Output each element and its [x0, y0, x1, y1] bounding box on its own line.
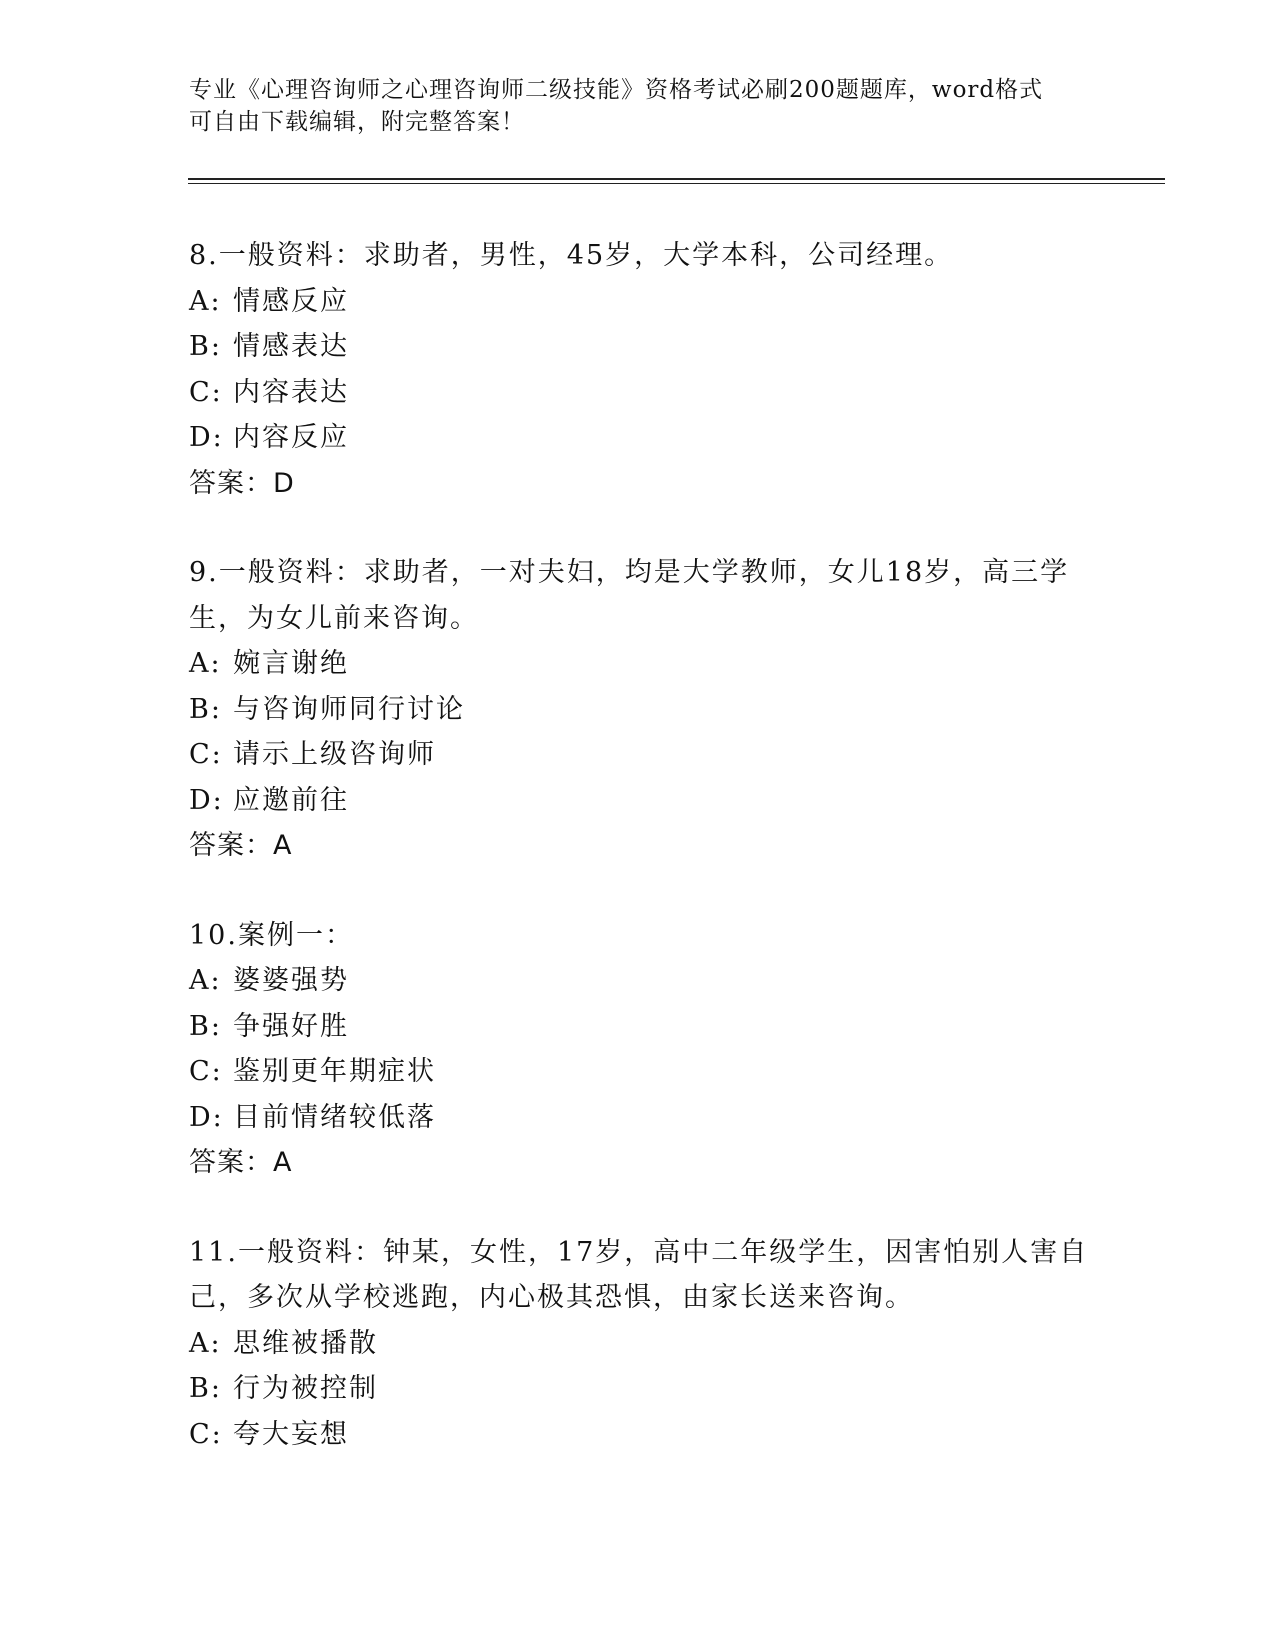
option-c [189, 1412, 1089, 1458]
option-text: 情感反应 [233, 285, 349, 317]
answer-line: 答案：A [189, 830, 293, 861]
option-text: 争强好胜 [233, 1010, 349, 1042]
option-b [189, 1366, 1089, 1412]
option-a [189, 279, 1089, 325]
option-letter: C: [189, 1418, 223, 1450]
header-divider-thick [188, 178, 1165, 180]
option-letter: A: [189, 965, 222, 996]
option-c [189, 1049, 1089, 1095]
question-11 [189, 1230, 1089, 1458]
option-letter: D: [189, 784, 224, 816]
option-b [189, 687, 1089, 733]
option-b [189, 324, 1089, 370]
option-letter: B: [189, 331, 222, 362]
header-divider-thin [188, 183, 1165, 184]
option-letter: C: [189, 739, 223, 770]
header-title-line-1: 专业《心理咨询师之心理咨询师二级技能》资格考试必刷200题题库，word格式 [189, 77, 1044, 103]
option-a [189, 958, 1089, 1004]
option-c [189, 370, 1089, 416]
option-text: 婆婆强势 [233, 965, 349, 996]
question-list [189, 233, 1089, 1501]
option-letter: D: [189, 1101, 224, 1133]
option-text: 内容表达 [233, 376, 349, 408]
option-text: 情感表达 [233, 331, 349, 362]
option-text: 内容反应 [233, 422, 349, 453]
option-letter: C: [189, 1056, 223, 1087]
option-text: 应邀前往 [233, 784, 349, 816]
option-text: 行为被控制 [233, 1373, 378, 1404]
question-text: 9.一般资料：求助者，一对夫妇，均是大学教师，女儿18岁，高三学 [189, 557, 1070, 588]
answer-line: 答案：A [189, 1147, 293, 1178]
option-text: 思维被播散 [233, 1327, 378, 1359]
option-b [189, 1004, 1089, 1050]
option-a [189, 641, 1089, 687]
question-10 [189, 913, 1089, 1186]
option-text: 鉴别更年期症状 [233, 1056, 436, 1087]
question-text-continued: 生，为女儿前来咨询。 [189, 602, 479, 634]
option-d [189, 1095, 1089, 1141]
option-letter: B: [189, 1010, 222, 1042]
option-d [189, 778, 1089, 824]
option-letter: B: [189, 693, 222, 725]
option-letter: C: [189, 376, 223, 408]
document-header [189, 74, 1089, 138]
question-text: 11.一般资料：钟某，女性，17岁，高中二年级学生，因害怕别人害自 [189, 1236, 1089, 1268]
option-letter: B: [189, 1373, 222, 1404]
question-text: 10.案例一： [189, 919, 354, 951]
question-9 [189, 550, 1089, 869]
option-text: 婉言谢绝 [233, 648, 349, 679]
question-8 [189, 233, 1089, 506]
question-text: 8.一般资料：求助者，男性，45岁，大学本科，公司经理。 [189, 240, 954, 271]
option-text: 目前情绪较低落 [233, 1101, 436, 1133]
option-letter: A: [189, 648, 222, 679]
header-title-line-2: 可自由下载编辑，附完整答案！ [189, 109, 525, 135]
option-text: 夸大妄想 [233, 1418, 349, 1450]
option-text: 与咨询师同行讨论 [233, 693, 465, 725]
option-letter: D: [189, 422, 224, 453]
option-letter: A: [189, 285, 222, 317]
option-letter: A: [189, 1327, 222, 1359]
option-text: 请示上级咨询师 [233, 739, 436, 770]
option-a [189, 1321, 1089, 1367]
question-text-continued: 己，多次从学校逃跑，内心极其恐惧，由家长送来咨询。 [189, 1282, 914, 1313]
option-c [189, 732, 1089, 778]
answer-line: 答案：D [189, 467, 295, 499]
option-d [189, 415, 1089, 461]
